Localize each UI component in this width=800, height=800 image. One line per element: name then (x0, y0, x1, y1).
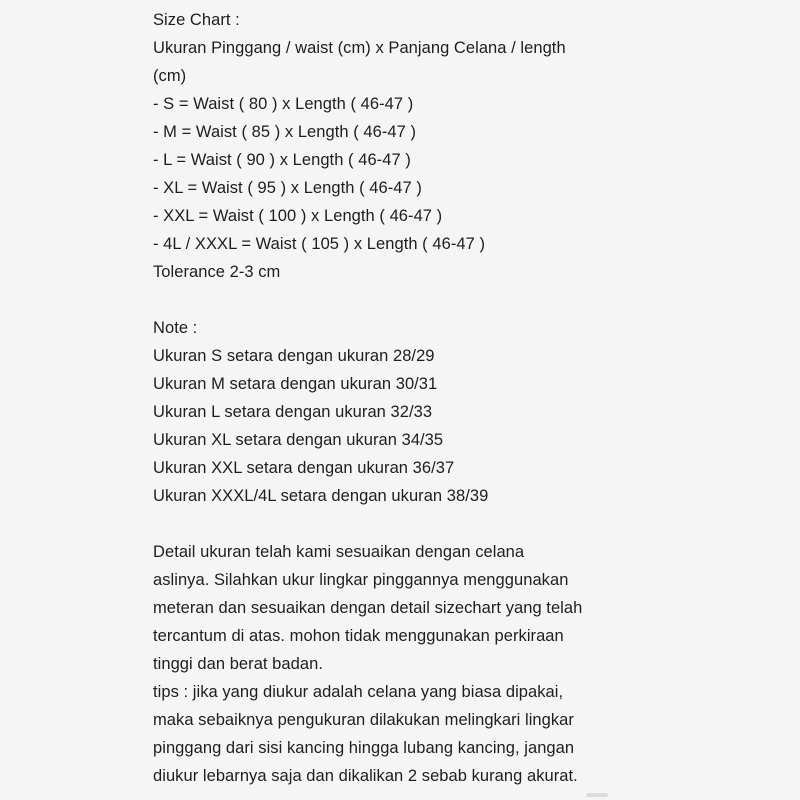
size-chart-section (153, 6, 793, 286)
size-row-xxl: - XXL = Waist ( 100 ) x Length ( 46-47 ) (153, 207, 443, 225)
note-section (153, 314, 793, 510)
tips-line: tips : jika yang diukur adalah celana yang biasa dipakai, (153, 683, 564, 701)
size-chart-heading: Size Chart : (153, 11, 240, 29)
measurement-description: Ukuran Pinggang / waist (cm) x Panjang Celana / length (153, 39, 566, 57)
size-chart-document (153, 6, 793, 790)
size-row-m: - M = Waist ( 85 ) x Length ( 46-47 ) (153, 123, 417, 141)
tolerance-text: Tolerance 2-3 cm (153, 263, 281, 281)
note-item-l: Ukuran L setara dengan ukuran 32/33 (153, 403, 433, 421)
section-spacer (153, 286, 793, 314)
detail-line: tinggi dan berat badan. (153, 655, 323, 673)
note-heading: Note : (153, 319, 198, 337)
measurement-detail-section (153, 538, 793, 790)
note-item-xxl: Ukuran XXL setara dengan ukuran 36/37 (153, 459, 455, 477)
size-row-l: - L = Waist ( 90 ) x Length ( 46-47 ) (153, 151, 411, 169)
size-row-4l-xxxl: - 4L / XXXL = Waist ( 105 ) x Length ( 46-47 ) (153, 235, 485, 253)
note-item-xl: Ukuran XL setara dengan ukuran 34/35 (153, 431, 444, 449)
detail-line: aslinya. Silahkan ukur lingkar pinggannya menggunakan (153, 571, 569, 589)
scroll-indicator (586, 793, 608, 797)
note-item-xxxl-4l: Ukuran XXXL/4L setara dengan ukuran 38/39 (153, 487, 489, 505)
note-item-s: Ukuran S setara dengan ukuran 28/29 (153, 347, 435, 365)
section-spacer (153, 510, 793, 538)
detail-line: tercantum di atas. mohon tidak menggunakan perkiraan (153, 627, 564, 645)
size-row-xl: - XL = Waist ( 95 ) x Length ( 46-47 ) (153, 179, 422, 197)
tips-line: pinggang dari sisi kancing hingga lubang kancing, jangan (153, 739, 575, 757)
measurement-unit: (cm) (153, 67, 187, 85)
note-item-m: Ukuran M setara dengan ukuran 30/31 (153, 375, 438, 393)
tips-line: maka sebaiknya pengukuran dilakukan melingkari lingkar (153, 711, 574, 729)
detail-line: Detail ukuran telah kami sesuaikan dengan celana (153, 543, 525, 561)
tips-line: diukur lebarnya saja dan dikalikan 2 sebab kurang akurat. (153, 767, 578, 785)
detail-line: meteran dan sesuaikan dengan detail sizechart yang telah (153, 599, 583, 617)
size-row-s: - S = Waist ( 80 ) x Length ( 46-47 ) (153, 95, 414, 113)
